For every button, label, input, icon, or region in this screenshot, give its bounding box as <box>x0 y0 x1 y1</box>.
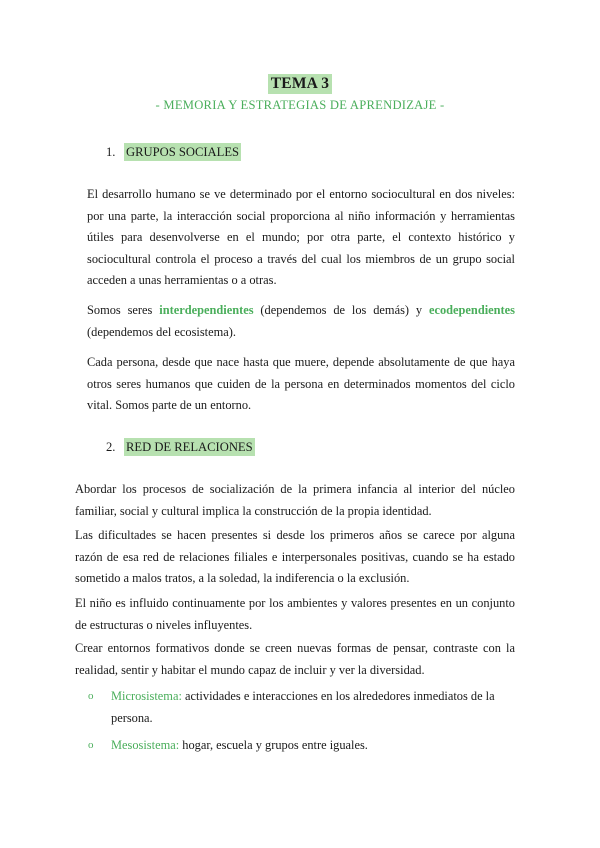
section-1-paragraph-1: El desarrollo humano se ve determinado por el entorno sociocultural en dos niveles: por una parte, la interacción social proporciona al niño información y herramientas útiles para desenvolverse en el mundo; por otra parte, el contexto histórico y sociocultural controla el proceso a través del cual los miembros de un grupo social acceden a unas herramientas o a otras. <box>87 187 515 287</box>
section-1-paragraph-3: Cada persona, desde que nace hasta que muere, depende absolutamente de que haya otros seres humanos que cuiden de la persona en determinados momentos del ciclo vital. Somos parte de un entorno. <box>87 355 515 412</box>
bullet-mesosistema <box>88 735 515 757</box>
section-1-number: 1. <box>106 145 116 159</box>
bullet-text: hogar, escuela y grupos entre iguales. <box>179 738 368 752</box>
bullet-mark: o <box>88 690 94 702</box>
bullet-microsistema <box>88 686 515 729</box>
section-2-title: RED DE RELACIONES <box>126 440 253 454</box>
term-interdependientes: interdependientes <box>159 303 254 317</box>
bullet-term: Mesosistema: <box>111 738 180 752</box>
bullet-term: Microsistema: <box>111 689 182 703</box>
term-ecodependientes: ecodependientes <box>428 303 515 317</box>
text-span: (dependemos de los demás) y <box>253 303 429 317</box>
section-1-paragraph-2 <box>87 300 515 343</box>
section-2-number: 2. <box>106 440 116 454</box>
section-1-heading <box>106 145 241 160</box>
section-2-heading <box>106 440 255 455</box>
page-title: TEMA 3 <box>268 74 332 94</box>
bullet-text: actividades e interacciones en los alrededores inmediatos de la persona. <box>111 689 495 725</box>
page-subtitle: - MEMORIA Y ESTRATEGIAS DE APRENDIZAJE - <box>155 98 445 112</box>
text-span: (dependemos del ecosistema). <box>87 324 236 339</box>
bullet-mark: o <box>88 739 94 751</box>
section-1-title: GRUPOS SOCIALES <box>126 145 240 159</box>
section-2-paragraph-1: Abordar los procesos de socialización de la primera infancia al interior del núcleo familiar, social y cultural implica la construcción de la propia identidad. <box>75 482 515 518</box>
title-container <box>0 74 600 94</box>
text-span: Somos seres <box>87 303 160 317</box>
section-2-paragraph-4: Crear entornos formativos donde se creen nuevas formas de pensar, contraste con la realidad, sentir y habitar el mundo capaz de incluir y ver la diversidad. <box>75 641 515 677</box>
section-2-paragraph-3: El niño es influido continuamente por los ambientes y valores presentes en un conjunto de estructuras o niveles influyentes. <box>75 596 515 632</box>
section-2-paragraph-2: Las dificultades se hacen presentes si desde los primeros años se carece por alguna razón de esa red de relaciones filiales e interpersonales positivas, cuando se ha estado sometido a malos tratos, a la soledad, la indiferencia o la exclusión. <box>75 528 515 585</box>
